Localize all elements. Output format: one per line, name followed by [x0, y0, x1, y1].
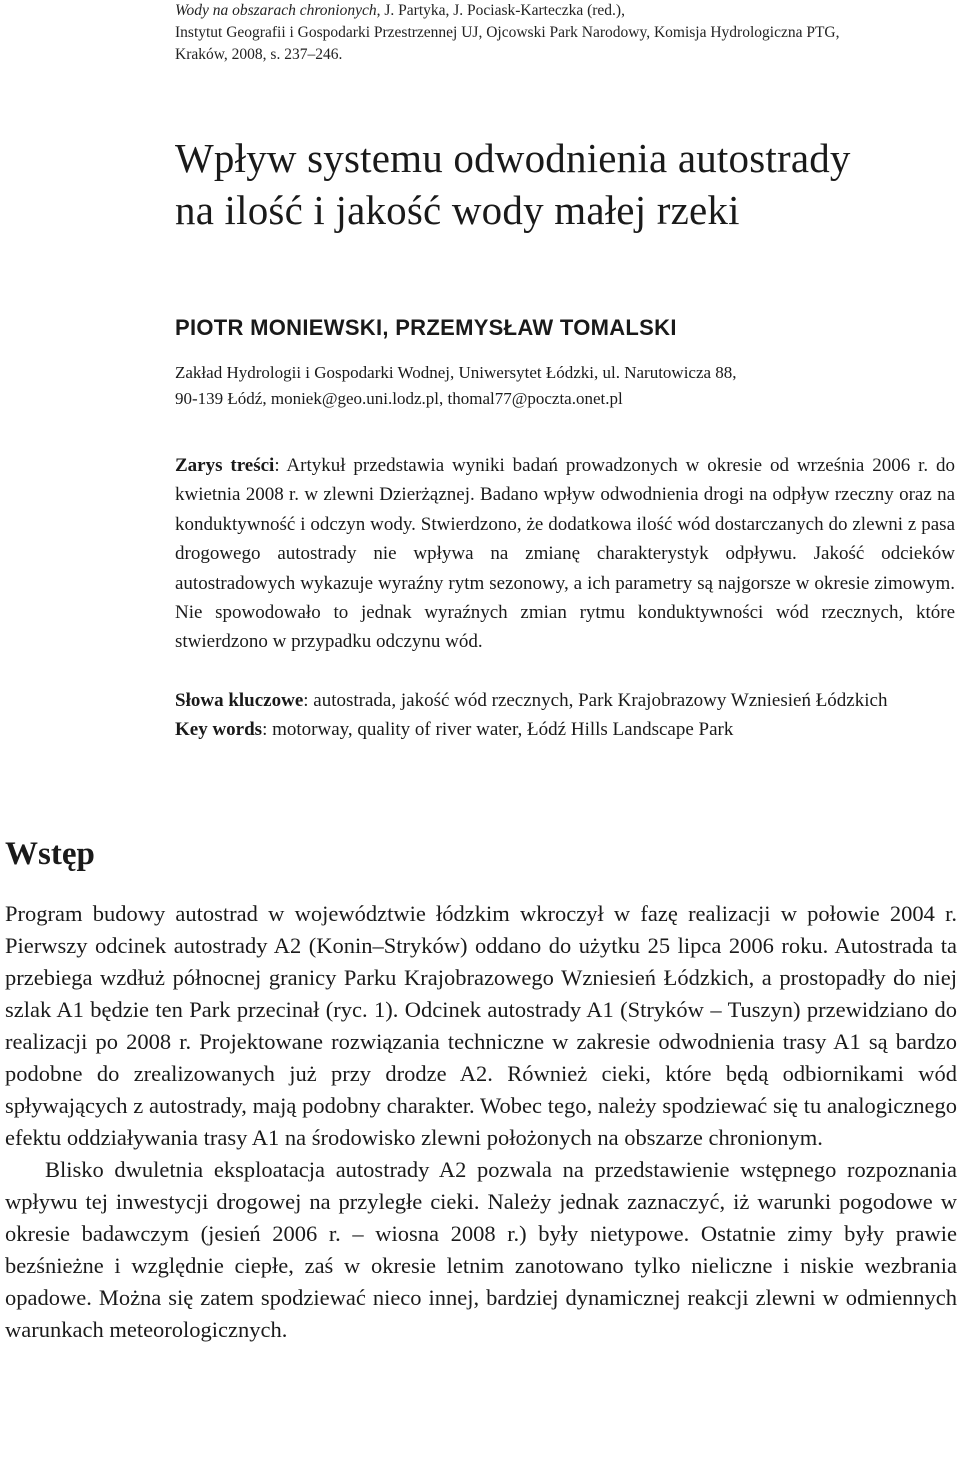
- header-line-1: [175, 0, 955, 22]
- header-line-3: Kraków, 2008, s. 237–246.: [175, 46, 343, 63]
- authors: PIOTR MONIEWSKI, PRZEMYSŁAW TOMALSKI: [175, 315, 677, 340]
- keywords-en-label: Key words: [175, 719, 263, 741]
- keywords-en: [175, 715, 955, 744]
- affiliation-line-1: Zakład Hydrologii i Gospodarki Wodnej, Uniwersytet Łódzki, ul. Narutowicza 88,: [175, 363, 737, 382]
- keywords-pl-text: : autostrada, jakość wód rzecznych, Park Krajobrazowy Wzniesień Łódzkich: [303, 690, 888, 711]
- abstract-label: Zarys treści: [175, 455, 275, 476]
- book-editors: , J. Partyka, J. Pociask-Karteczka (red.),: [376, 2, 625, 19]
- book-title: Wody na obszarach chronionych: [175, 2, 377, 19]
- publication-header: [175, 0, 955, 66]
- article-title: [175, 132, 955, 236]
- keywords-pl-label: Słowa kluczowe: [175, 690, 304, 711]
- intro-body: [5, 898, 957, 1346]
- affiliation: [175, 360, 935, 412]
- title-line-1: Wpływ systemu odwodnienia autostrady: [175, 135, 851, 181]
- intro-paragraph-2: Blisko dwuletnia eksploatacja autostrady A2 pozwala na przedstawienie wstępnego rozpoznania wpływu tej inwestycji drogowej na przyległe cieki. Należy jednak zaznaczyć, iż warunki pogodowe w okresie badawczym (jesień 2006 r. – wiosna 2008 r.) były nietypowe. Ostatnie zimy były prawie bezśnieżne i względnie ciepłe, zaś w okresie letnim zanotowano tylko nieliczne i niskie wezbrania opadowe. Można się zatem spodziewać nieco innej, bardziej dynamicznej reakcji zlewni w odmiennych warunkach meteorologicznych.: [5, 1157, 957, 1342]
- title-line-2: na ilość i jakość wody małej rzeki: [175, 187, 740, 233]
- keywords-en-text: : motorway, quality of river water, Łódź Hills Landscape Park: [262, 719, 734, 741]
- abstract: [175, 451, 955, 657]
- section-heading: Wstęp: [5, 836, 95, 872]
- keywords-pl: [175, 686, 955, 715]
- keywords-block: [175, 686, 955, 745]
- abstract-text: : Artykuł przedstawia wyniki badań prowadzonych w okresie od września 2006 r. do kwietnia 2008 r. w zlewni Dzierżąznej. Badano wpływ odwodnienia drogi na odpływ rzeczny oraz na konduktywność i odczyn wody. Stwierdzono, że dodatkowa ilość wód dostarczanych do zlewni z pasa drogowego autostrady nie wpływa na zmianę charakterystyk odpływu. Jakość odcieków autostradowych wykazuje wyraźny rytm sezonowy, a ich parametry są najgorsze w okresie zimowym. Nie spowodowało to jednak wyraźnych zmian rytmu konduktywności wód rzecznych, które stwierdzono w przypadku odczynu wód.: [175, 455, 955, 653]
- header-line-2: Instytut Geografii i Gospodarki Przestrzennej UJ, Ojcowski Park Narodowy, Komisja Hydrologiczna PTG,: [175, 24, 840, 41]
- affiliation-line-2: 90-139 Łódź, moniek@geo.uni.lodz.pl, thomal77@poczta.onet.pl: [175, 389, 623, 408]
- intro-paragraph-1: Program budowy autostrad w województwie łódzkim wkroczył w fazę realizacji w połowie 2004 r. Pierwszy odcinek autostrady A2 (Konin–Stryków) oddano do użytku 25 lipca 2006 roku. Autostrada ta przebiega wzdłuż północnej granicy Parku Krajobrazowego Wzniesień Łódzkich, a prostopadły do niej szlak A1 będzie ten Park przecinał (ryc. 1). Odcinek autostrady A1 (Stryków – Tuszyn) przewidziano do realizacji po 2008 r. Projektowane rozwiązania techniczne w zakresie odwodnienia trasy A1 są bardzo podobne do zrealizowanych już przy drodze A2. Również cieki, które będą odbiornikami wód spływających z autostrady, mają podobny charakter. Wobec tego, należy spodziewać się tu analogicznego efektu oddziaływania trasy A1 na środowisko zlewni położonych na obszarze chronionym.: [5, 901, 957, 1150]
